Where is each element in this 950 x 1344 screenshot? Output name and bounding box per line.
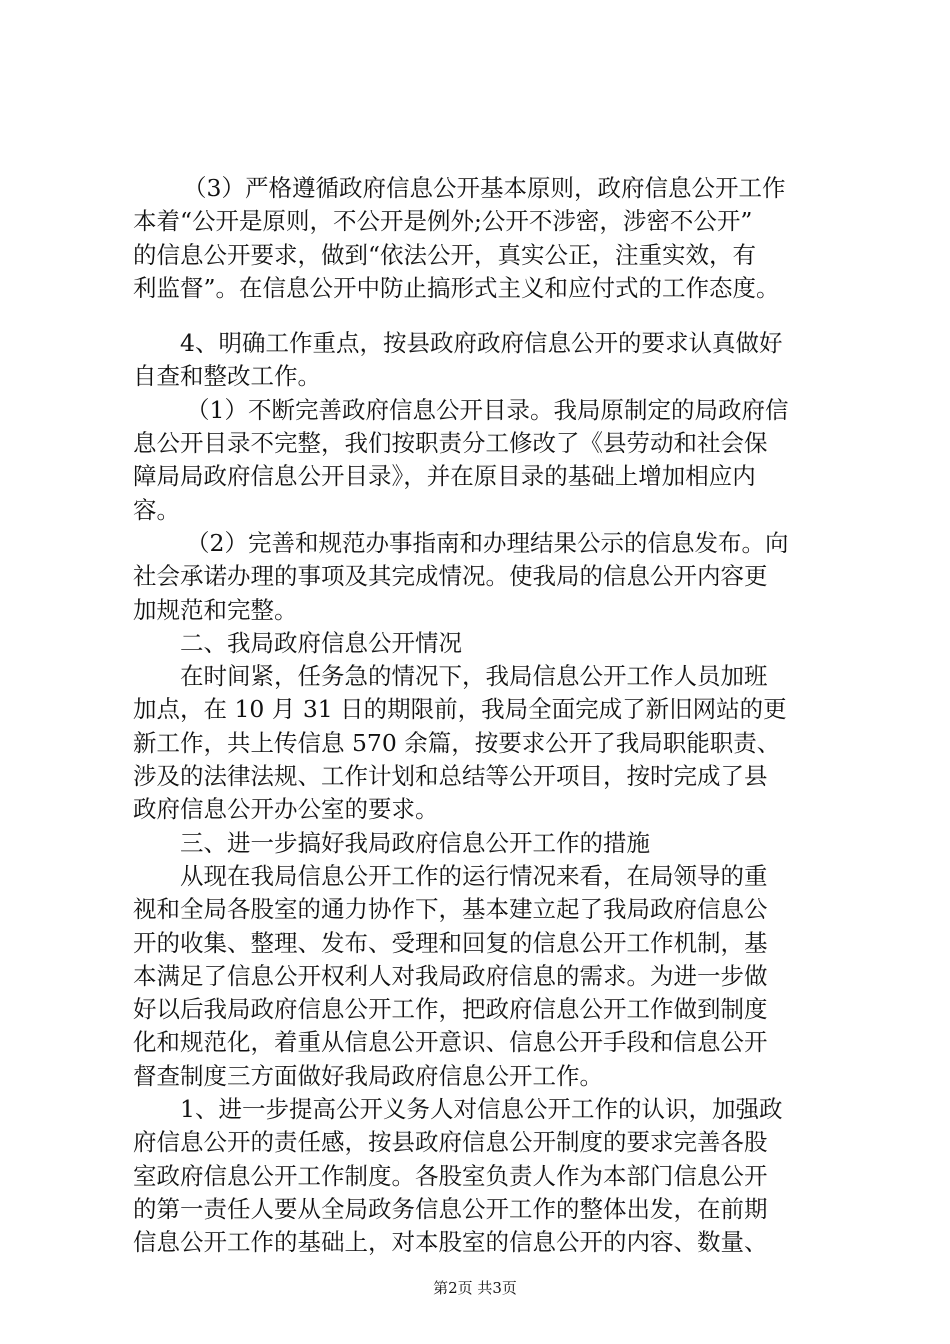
- text-line: 自查和整改工作。: [133, 362, 321, 391]
- text-line: 的信息公开要求，做到“依法公开，真实公正，注重实效，有: [133, 240, 757, 269]
- text-line: 在时间紧，任务急的情况下，我局信息公开工作人员加班: [180, 662, 768, 691]
- text-line: 开的收集、整理、发布、受理和回复的信息公开工作机制，基: [133, 928, 768, 957]
- text-line: 视和全局各股室的通力协作下，基本建立起了我局政府信息公: [133, 895, 768, 924]
- text-line: 本着“公开是原则，不公开是例外;公开不涉密，涉密不公开”: [133, 207, 753, 236]
- text-line: 的第一责任人要从全局政务信息公开工作的整体出发，在前期: [133, 1194, 768, 1223]
- text-line: 4、明确工作重点，按县政府政府信息公开的要求认真做好: [180, 329, 783, 358]
- text-line: 社会承诺办理的事项及其完成情况。使我局的信息公开内容更: [133, 562, 768, 591]
- text-line: （3）严格遵循政府信息公开基本原则，政府信息公开工作: [183, 174, 786, 202]
- paragraph: [133, 627, 833, 660]
- text-line: 从现在我局信息公开工作的运行情况来看，在局领导的重: [180, 861, 768, 890]
- paragraph: [133, 1093, 833, 1259]
- page-footer: 第2页 共3页: [433, 1279, 517, 1297]
- paragraph: [133, 527, 833, 627]
- paragraph: [133, 394, 833, 527]
- text-line: 涉及的法律法规、工作计划和总结等公开项目，按时完成了县: [133, 762, 768, 791]
- document-body: [133, 172, 833, 1260]
- text-line: 府信息公开的责任感，按县政府信息公开制度的要求完善各股: [133, 1128, 768, 1157]
- text-line: 加规范和完整。: [133, 595, 298, 624]
- paragraph: [133, 860, 833, 1093]
- text-line: 加点，在 10 月 31 日的期限前，我局全面完成了新旧网站的更: [133, 695, 787, 724]
- text-line: 好以后我局政府信息公开工作，把政府信息公开工作做到制度: [133, 995, 768, 1024]
- text-line: 信息公开工作的基础上，对本股室的信息公开的内容、数量、: [133, 1228, 768, 1257]
- text-line: 利监督”。在信息公开中防止搞形式主义和应付式的工作态度。: [133, 273, 780, 302]
- text-line: （2）完善和规范办事指南和办理结果公示的信息发布。向: [186, 528, 789, 557]
- text-line: 三、进一步搞好我局政府信息公开工作的措施: [180, 828, 650, 857]
- text-line: 政府信息公开办公室的要求。: [133, 795, 439, 824]
- text-line: 新工作，共上传信息 570 余篇，按要求公开了我局职能职责、: [133, 728, 781, 757]
- text-line: 1、进一步提高公开义务人对信息公开工作的认识，加强政: [180, 1095, 783, 1124]
- paragraph: [133, 827, 833, 860]
- text-line: 本满足了信息公开权利人对我局政府信息的需求。为进一步做: [133, 961, 768, 990]
- paragraph: [133, 172, 833, 305]
- text-line: 化和规范化，着重从信息公开意识、信息公开手段和信息公开: [133, 1028, 768, 1057]
- text-line: 障局局政府信息公开目录》，并在原目录的基础上增加相应内: [133, 462, 756, 491]
- paragraph: [133, 660, 833, 826]
- text-line: 室政府信息公开工作制度。各股室负责人作为本部门信息公开: [133, 1161, 768, 1190]
- text-line: 督查制度三方面做好我局政府信息公开工作。: [133, 1061, 603, 1090]
- text-line: 息公开目录不完整，我们按职责分工修改了《县劳动和社会保: [133, 429, 768, 458]
- paragraph: [133, 327, 833, 394]
- text-line: 容。: [133, 495, 180, 524]
- text-line: 二、我局政府信息公开情况: [180, 628, 462, 657]
- text-line: （1）不断完善政府信息公开目录。我局原制定的局政府信: [186, 395, 789, 424]
